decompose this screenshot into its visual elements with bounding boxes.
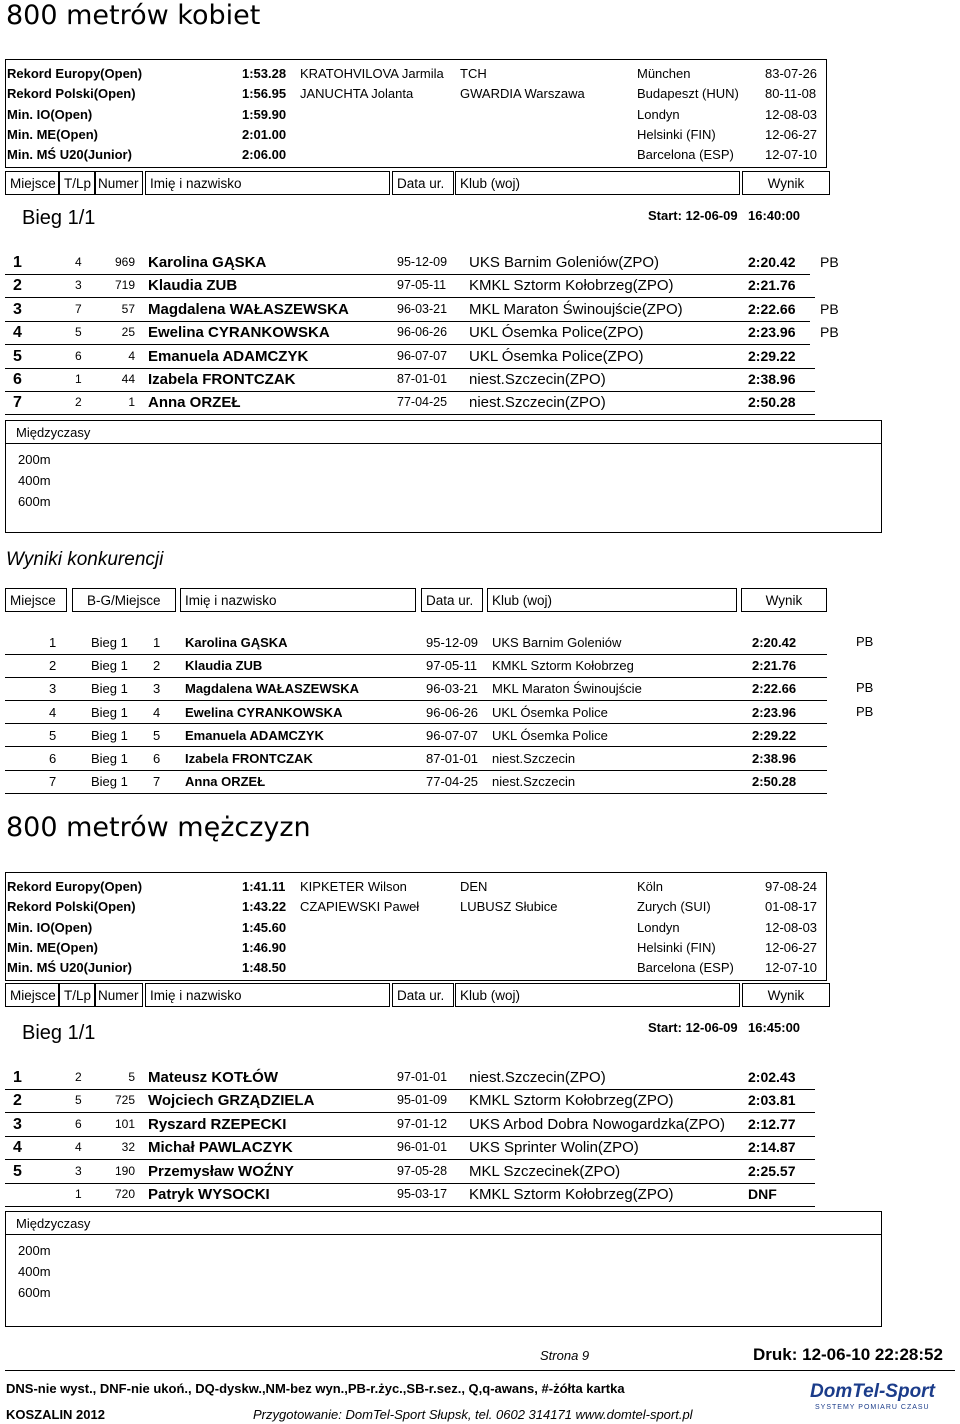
col-name: Imię i nazwisko xyxy=(145,983,390,1007)
result-note: PB xyxy=(856,680,874,696)
col-club: Klub (woj) xyxy=(487,588,737,612)
event-title-men: 800 metrów mężczyzn xyxy=(6,812,311,843)
athlete-name: Emanuela ADAMCZYK xyxy=(148,347,309,365)
athlete-club: niest.Szczecin(ZPO) xyxy=(469,371,606,388)
col-place: Miejsce xyxy=(5,983,59,1007)
record-row xyxy=(6,897,826,917)
athlete-club: niest.Szczecin(ZPO) xyxy=(469,394,606,412)
athlete-dob: 95-12-09 xyxy=(397,255,448,269)
record-row xyxy=(6,125,826,145)
record-time: 1:46.90 xyxy=(242,939,287,955)
result-row xyxy=(5,368,815,392)
result-time: 2:03.81 xyxy=(748,1092,796,1109)
record-place: Helsinki (FIN) xyxy=(637,126,716,142)
result-row xyxy=(5,1113,815,1137)
result-lane: 3 xyxy=(75,278,82,293)
result-time: 2:23.96 xyxy=(748,324,796,341)
athlete-dob: 87-01-01 xyxy=(426,751,479,766)
result-place: 5 xyxy=(13,347,22,365)
record-date: 80-11-08 xyxy=(765,86,817,102)
record-place: Helsinki (FIN) xyxy=(637,939,716,955)
athlete-name: Mateusz KOTŁÓW xyxy=(148,1069,278,1086)
athlete-dob: 96-03-21 xyxy=(426,681,479,697)
result-note: PB xyxy=(820,300,839,317)
athlete-dob: 96-07-07 xyxy=(397,348,448,363)
athlete-dob: 97-01-01 xyxy=(397,1070,448,1084)
athlete-name: Ryszard RZEPECKI xyxy=(148,1115,287,1133)
athlete-club: UKL Ósemka Police(ZPO) xyxy=(469,347,644,365)
comp-heat: Bieg 1 xyxy=(91,704,128,720)
comp-heat: Bieg 1 xyxy=(91,774,128,790)
col-result: Wynik xyxy=(741,588,827,612)
athlete-name: Wojciech GRZĄDZIELA xyxy=(148,1092,315,1110)
result-bib: 719 xyxy=(114,278,135,293)
result-bib: 44 xyxy=(121,372,135,386)
result-bib: 4 xyxy=(128,348,135,363)
heat-title: Bieg 1/1 xyxy=(22,1022,96,1044)
record-place: Köln xyxy=(637,879,664,894)
athlete-name: Izabela FRONTCZAK xyxy=(148,371,296,388)
competition-row xyxy=(5,677,827,701)
athlete-dob: 97-05-11 xyxy=(397,278,447,293)
result-bib: 101 xyxy=(114,1116,135,1131)
splits-label: Międzyczasy xyxy=(16,1216,91,1231)
athlete-dob: 97-01-12 xyxy=(397,1116,448,1131)
result-time: 2:12.77 xyxy=(748,1115,796,1132)
record-label: Min. IO(Open) xyxy=(7,106,93,122)
result-note: PB xyxy=(856,634,874,649)
record-time: 1:56.95 xyxy=(242,86,287,102)
record-row xyxy=(6,105,826,125)
record-date: 01-08-17 xyxy=(765,899,818,915)
result-time: 2:29.22 xyxy=(748,347,796,364)
result-lane: 6 xyxy=(75,1116,82,1131)
result-place: 5 xyxy=(13,1162,22,1180)
result-time: 2:20.42 xyxy=(748,254,796,270)
result-lane: 1 xyxy=(75,1187,82,1201)
result-time: 2:22.66 xyxy=(752,681,797,697)
result-note: PB xyxy=(820,324,839,341)
record-place: Budapeszt (HUN) xyxy=(637,86,739,102)
col-bib: Numer xyxy=(95,983,143,1007)
comp-place: 2 xyxy=(49,658,57,674)
record-row xyxy=(6,877,826,897)
athlete-club: UKL Ósemka Police xyxy=(492,727,608,743)
record-label: Min. MŚ U20(Junior) xyxy=(7,960,132,976)
athlete-name: Ewelina CYRANKOWSKA xyxy=(148,324,330,342)
result-row xyxy=(5,1066,815,1090)
competition-row xyxy=(5,747,827,771)
result-row xyxy=(5,391,815,415)
result-bib: 5 xyxy=(128,1070,135,1084)
result-time: 2:50.28 xyxy=(748,394,796,411)
athlete-name: Michał PAWLACZYK xyxy=(148,1139,293,1157)
record-holder: JANUCHTA Jolanta xyxy=(300,86,414,102)
record-holder: KIPKETER Wilson xyxy=(300,879,407,894)
record-label: Rekord Polski(Open) xyxy=(7,899,136,915)
athlete-name: Anna ORZEŁ xyxy=(185,774,266,790)
comp-heat-place: 7 xyxy=(153,774,161,790)
split-distance: 400m xyxy=(18,473,51,488)
result-time: 2:14.87 xyxy=(748,1139,796,1156)
record-date: 12-08-03 xyxy=(765,106,818,122)
comp-place: 6 xyxy=(49,751,57,766)
comp-heat-place: 1 xyxy=(153,635,161,650)
col-club: Klub (woj) xyxy=(455,983,740,1007)
record-time: 1:43.22 xyxy=(242,899,287,915)
competition-row xyxy=(5,631,827,655)
result-place: 6 xyxy=(13,371,22,388)
comp-heat-place: 4 xyxy=(153,704,161,720)
record-date: 83-07-26 xyxy=(765,66,818,81)
record-club: GWARDIA Warszawa xyxy=(460,86,585,102)
competition-results-title: Wyniki konkurencji xyxy=(6,549,164,570)
athlete-name: Karolina GĄSKA xyxy=(185,635,288,650)
result-time: 2:21.76 xyxy=(748,277,796,294)
result-lane: 4 xyxy=(75,1140,82,1155)
result-place: 7 xyxy=(13,394,22,412)
athlete-name: Klaudia ZUB xyxy=(185,658,263,674)
result-place: 1 xyxy=(13,1069,22,1086)
result-lane: 2 xyxy=(75,1070,82,1084)
athlete-dob: 95-03-17 xyxy=(397,1187,448,1201)
col-heat-place: B-G/Miejsce xyxy=(72,588,176,612)
result-time: 2:50.28 xyxy=(752,774,797,790)
heat-start-date: Start: 12-06-09 xyxy=(648,208,738,223)
record-label: Rekord Polski(Open) xyxy=(7,86,136,102)
result-time: 2:23.96 xyxy=(752,704,797,720)
athlete-dob: 96-01-01 xyxy=(397,1140,448,1155)
athlete-name: Magdalena WAŁASZEWSKA xyxy=(148,300,349,318)
result-bib: 25 xyxy=(121,325,135,340)
record-holder: KRATOHVILOVA Jarmila xyxy=(300,66,444,81)
athlete-club: niest.Szczecin xyxy=(492,751,576,766)
result-time: 2:22.66 xyxy=(748,300,796,317)
col-bib: Numer xyxy=(95,171,143,195)
record-place: München xyxy=(637,66,691,81)
record-time: 1:59.90 xyxy=(242,106,287,122)
athlete-dob: 97-05-28 xyxy=(397,1163,448,1178)
athlete-dob: 87-01-01 xyxy=(397,372,448,386)
record-time: 2:06.00 xyxy=(242,147,287,163)
result-row xyxy=(5,1136,815,1160)
comp-place: 1 xyxy=(49,635,57,650)
result-place: 3 xyxy=(13,1115,22,1133)
comp-heat: Bieg 1 xyxy=(91,658,128,674)
col-dob: Data ur. xyxy=(392,983,454,1007)
athlete-club: MKL Maraton Świnoujście xyxy=(492,681,642,697)
athlete-club: UKS Barnim Goleniów xyxy=(492,635,622,650)
split-distance: 600m xyxy=(18,494,51,509)
splits-label: Międzyczasy xyxy=(16,425,91,440)
heat-start-time: 16:45:00 xyxy=(748,1020,801,1035)
heat-start-time: 16:40:00 xyxy=(748,208,801,223)
athlete-dob: 96-06-26 xyxy=(397,325,448,340)
col-dob: Data ur. xyxy=(421,588,483,612)
athlete-name: Ewelina CYRANKOWSKA xyxy=(185,704,343,720)
result-bib: 57 xyxy=(121,301,135,316)
print-timestamp: Druk: 12-06-10 22:28:52 xyxy=(753,1345,943,1364)
logo-text: DomTel-Sport xyxy=(810,1381,935,1402)
athlete-club: UKS Barnim Goleniów(ZPO) xyxy=(469,254,660,271)
result-note: PB xyxy=(856,703,874,719)
record-place: Barcelona (ESP) xyxy=(637,960,734,976)
athlete-club: MKL Maraton Świnoujście(ZPO) xyxy=(469,300,683,318)
col-dob: Data ur. xyxy=(392,171,454,195)
domtel-logo xyxy=(810,1381,950,1415)
record-row xyxy=(6,938,826,958)
record-date: 12-06-27 xyxy=(765,939,818,955)
venue: KOSZALIN 2012 xyxy=(6,1407,105,1422)
result-time: 2:38.96 xyxy=(752,751,797,766)
athlete-name: Izabela FRONTCZAK xyxy=(185,751,313,766)
comp-place: 4 xyxy=(49,704,57,720)
record-time: 1:48.50 xyxy=(242,960,287,976)
comp-place: 5 xyxy=(49,727,57,743)
result-bib: 725 xyxy=(114,1093,135,1108)
record-club: DEN xyxy=(460,879,488,894)
athlete-name: Patryk WYSOCKI xyxy=(148,1186,270,1203)
split-distance: 200m xyxy=(18,1243,51,1258)
result-time: 2:20.42 xyxy=(752,635,797,650)
athlete-club: niest.Szczecin(ZPO) xyxy=(469,1069,606,1086)
comp-heat: Bieg 1 xyxy=(91,751,128,766)
result-bib: 190 xyxy=(114,1163,135,1178)
result-time: 2:29.22 xyxy=(752,727,797,743)
record-place: Londyn xyxy=(637,919,680,935)
record-row xyxy=(6,145,826,165)
legend: DNS-nie wyst., DNF-nie ukoń., DQ-dyskw.,NM-bez wyn.,PB-r.życ.,SB-r.sez., Q,q-awans, #-żółta kartka xyxy=(6,1381,625,1396)
athlete-club: niest.Szczecin xyxy=(492,774,576,790)
comp-heat: Bieg 1 xyxy=(91,727,128,743)
col-result: Wynik xyxy=(742,983,830,1007)
event-title-women: 800 metrów kobiet xyxy=(6,0,261,31)
record-label: Min. MŚ U20(Junior) xyxy=(7,147,132,163)
col-result: Wynik xyxy=(742,171,830,195)
record-label: Min. ME(Open) xyxy=(7,939,98,955)
result-lane: 3 xyxy=(75,1163,82,1178)
heat-title: Bieg 1/1 xyxy=(22,207,96,229)
result-row xyxy=(5,298,839,322)
result-bib: 720 xyxy=(114,1187,135,1201)
record-date: 97-08-24 xyxy=(765,879,818,894)
athlete-club: UKS Sprinter Wolin(ZPO) xyxy=(469,1139,639,1157)
result-place: 1 xyxy=(13,254,22,271)
col-place: Miejsce xyxy=(5,588,67,612)
result-lane: 5 xyxy=(75,325,82,340)
athlete-club: UKS Arbod Dobra Nowogardzka(ZPO) xyxy=(469,1115,725,1133)
splits-box-women xyxy=(5,420,882,533)
competition-row xyxy=(5,701,827,725)
page-number: Strona 9 xyxy=(540,1348,590,1363)
col-lane: T/Lp xyxy=(59,171,95,195)
comp-heat-place: 3 xyxy=(153,681,161,697)
split-distance: 200m xyxy=(18,452,51,467)
comp-heat: Bieg 1 xyxy=(91,681,128,697)
record-row xyxy=(6,958,826,978)
comp-heat: Bieg 1 xyxy=(91,635,128,650)
athlete-dob: 77-04-25 xyxy=(397,395,448,410)
record-place: Londyn xyxy=(637,106,680,122)
result-place: 2 xyxy=(13,277,22,295)
record-time: 1:45.60 xyxy=(242,919,287,935)
athlete-dob: 97-05-11 xyxy=(426,658,478,674)
athlete-name: Magdalena WAŁASZEWSKA xyxy=(185,681,360,697)
col-name: Imię i nazwisko xyxy=(145,171,390,195)
athlete-club: UKL Ósemka Police(ZPO) xyxy=(469,324,644,342)
athlete-dob: 77-04-25 xyxy=(426,774,479,790)
heat-start-date: Start: 12-06-09 xyxy=(648,1020,738,1035)
col-lane: T/Lp xyxy=(59,983,95,1007)
result-row xyxy=(5,274,815,298)
record-holder: CZAPIEWSKI Paweł xyxy=(300,899,420,915)
competition-row xyxy=(5,724,827,748)
splits-box-men xyxy=(5,1211,882,1327)
record-place: Zurych (SUI) xyxy=(637,899,711,915)
result-row xyxy=(5,321,839,345)
athlete-name: Karolina GĄSKA xyxy=(148,254,267,271)
result-place: 4 xyxy=(13,324,22,342)
result-time: DNF xyxy=(748,1186,777,1202)
result-note: PB xyxy=(820,254,839,270)
result-row xyxy=(5,1160,815,1184)
record-time: 2:01.00 xyxy=(242,126,287,142)
comp-heat-place: 6 xyxy=(153,751,161,766)
prepared-by: Przygotowanie: DomTel-Sport Słupsk, tel. 0602 314171 www.domtel-sport.pl xyxy=(253,1407,693,1422)
athlete-name: Przemysław WOŹNY xyxy=(148,1162,294,1180)
record-date: 12-06-27 xyxy=(765,126,818,142)
record-row xyxy=(6,84,826,104)
records-table-women xyxy=(5,59,827,168)
records-table-men xyxy=(5,872,827,981)
athlete-club: KMKL Sztorm Kołobrzeg(ZPO) xyxy=(469,1092,674,1110)
athlete-club: KMKL Sztorm Kołobrzeg(ZPO) xyxy=(469,277,674,295)
result-place: 2 xyxy=(13,1092,22,1110)
result-time: 2:25.57 xyxy=(748,1162,796,1179)
result-place: 4 xyxy=(13,1139,22,1157)
col-club: Klub (woj) xyxy=(455,171,740,195)
athlete-club: KMKL Sztorm Kołobrzeg(ZPO) xyxy=(469,1186,674,1203)
result-row xyxy=(5,1183,815,1207)
result-lane: 7 xyxy=(75,301,82,316)
split-distance: 400m xyxy=(18,1264,51,1279)
comp-place: 7 xyxy=(49,774,57,790)
record-time: 1:53.28 xyxy=(242,66,287,81)
athlete-dob: 96-07-07 xyxy=(426,727,479,743)
athlete-dob: 95-01-09 xyxy=(397,1093,448,1108)
comp-place: 3 xyxy=(49,681,57,697)
result-lane: 5 xyxy=(75,1093,82,1108)
result-bib: 1 xyxy=(128,395,135,410)
comp-heat-place: 2 xyxy=(153,658,161,674)
split-distance: 600m xyxy=(18,1285,51,1300)
record-label: Rekord Europy(Open) xyxy=(7,66,143,81)
result-lane: 4 xyxy=(75,255,82,269)
record-label: Min. IO(Open) xyxy=(7,919,93,935)
result-row xyxy=(5,345,815,369)
comp-heat-place: 5 xyxy=(153,727,161,743)
athlete-dob: 95-12-09 xyxy=(426,635,479,650)
athlete-dob: 96-06-26 xyxy=(426,704,479,720)
athlete-club: KMKL Sztorm Kołobrzeg xyxy=(492,658,634,674)
athlete-club: UKL Ósemka Police xyxy=(492,704,608,720)
competition-row xyxy=(5,654,827,678)
athlete-name: Klaudia ZUB xyxy=(148,277,238,295)
record-time: 1:41.11 xyxy=(242,879,286,894)
record-club: TCH xyxy=(460,66,487,81)
logo-subtitle: SYSTEMY POMIARU CZASU xyxy=(815,1404,930,1411)
result-time: 2:21.76 xyxy=(752,658,797,674)
col-name: Imię i nazwisko xyxy=(180,588,416,612)
result-place: 3 xyxy=(13,300,22,318)
record-club: LUBUSZ Słubice xyxy=(460,899,558,915)
record-date: 12-08-03 xyxy=(765,919,818,935)
athlete-name: Anna ORZEŁ xyxy=(148,394,241,412)
result-lane: 2 xyxy=(75,395,82,410)
athlete-name: Emanuela ADAMCZYK xyxy=(185,727,324,743)
record-row xyxy=(6,64,826,84)
result-row xyxy=(5,251,839,275)
result-lane: 1 xyxy=(75,372,82,386)
result-bib: 32 xyxy=(121,1140,135,1155)
record-date: 12-07-10 xyxy=(765,960,818,976)
result-bib: 969 xyxy=(114,255,135,269)
record-label: Min. ME(Open) xyxy=(7,126,98,142)
record-row xyxy=(6,918,826,938)
competition-row xyxy=(5,770,827,794)
result-time: 2:02.43 xyxy=(748,1069,796,1085)
result-row xyxy=(5,1089,815,1113)
result-time: 2:38.96 xyxy=(748,371,796,387)
col-place: Miejsce xyxy=(5,171,59,195)
athlete-club: MKL Szczecinek(ZPO) xyxy=(469,1162,621,1180)
record-label: Rekord Europy(Open) xyxy=(7,879,143,894)
record-place: Barcelona (ESP) xyxy=(637,147,734,163)
athlete-dob: 96-03-21 xyxy=(397,301,448,316)
result-lane: 6 xyxy=(75,348,82,363)
record-date: 12-07-10 xyxy=(765,147,818,163)
